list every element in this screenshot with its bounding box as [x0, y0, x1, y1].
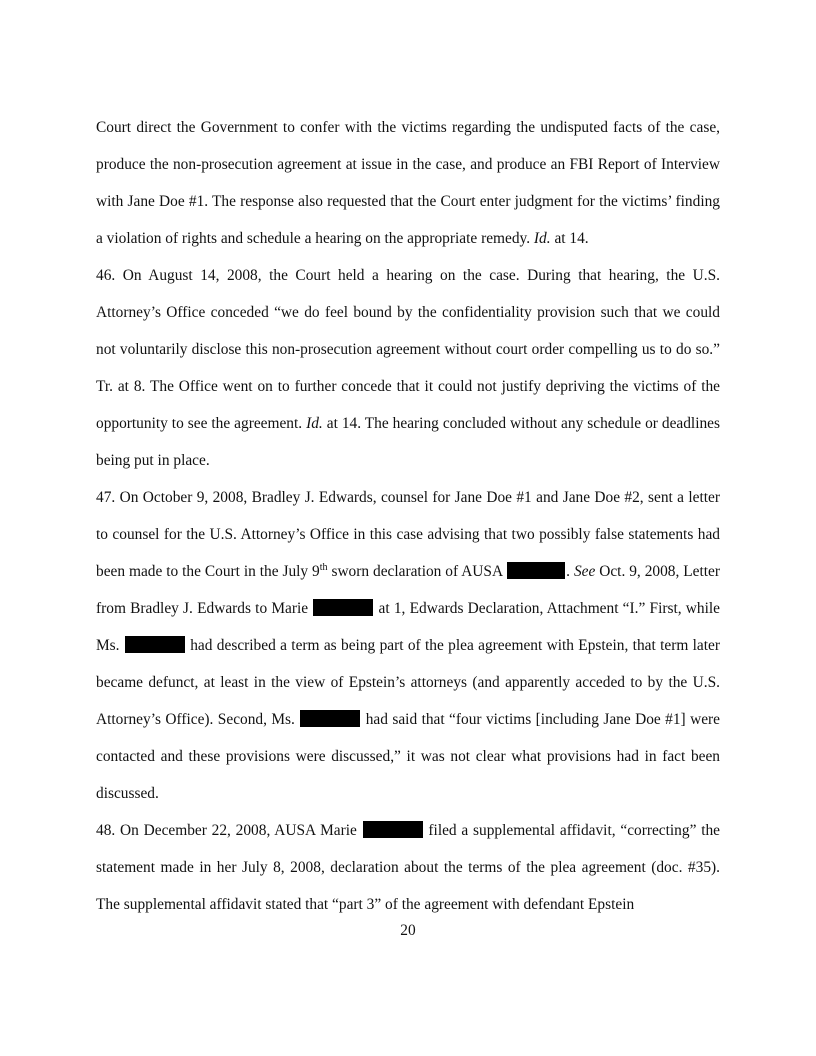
citation-page: at 14.	[550, 230, 589, 247]
paragraph-text: at 14. The hearing concluded without any schedule or deadlines being put in place.	[96, 415, 721, 469]
paragraph-text: Oct. 9, 2008, Letter from Bradley J. Edwards to Marie	[96, 563, 720, 617]
paragraph-text: sworn declaration of AUSA	[327, 563, 507, 580]
redaction-block	[300, 710, 360, 727]
paragraph-text: had said that “four victims [including Jane Doe #1] were contacted and these provisions were discussed,” it was not clear what provisions had in fact been discussed.	[96, 711, 720, 802]
citation-signal: See	[573, 563, 596, 580]
paragraph-48	[96, 812, 720, 923]
paragraph-text: 46. On August 14, 2008, the Court held a hearing on the case. During that hearing, the U.S. Attorney’s Office conceded “we do feel bound by the confidentiality provision such that we could not voluntarily disclose this non-prosecution agreement without court order compelling us to do so.” Tr. at 8. The Office went on to further concede that it could not justify depriving the victims of the opportunity to see the agreement.	[96, 267, 720, 432]
paragraph-continued	[96, 109, 720, 257]
paragraph-text: had described a term as being part of the plea agreement with Epstein, that term later became defunct, at least in the view of Epstein’s attorneys (and apparently acceded to by the U.S. Attorney’s Office). Second, Ms.	[96, 637, 720, 728]
paragraph-text: 47. On October 9, 2008, Bradley J. Edwards, counsel for Jane Doe #1 and Jane Doe #2, sent a letter to counsel for the U.S. Attorney’s Office in this case advising that two possibly false statements had been made to the Court in the July 9	[96, 489, 720, 580]
redaction-block	[363, 821, 423, 838]
page-number: 20	[400, 922, 416, 939]
document-body	[96, 109, 720, 923]
paragraph-text: 48. On December 22, 2008, AUSA Marie	[96, 822, 362, 839]
redaction-block	[507, 562, 565, 579]
redaction-block	[313, 599, 373, 616]
redaction-block	[125, 636, 185, 653]
citation-id: Id.	[306, 415, 323, 432]
paragraph-text: at 1, Edwards Declaration, Attachment “I.” First, while Ms.	[96, 600, 721, 654]
paragraph-text: filed a supplemental affidavit, “correcting” the statement made in her July 8, 2008, declaration about the terms of the plea agreement (doc. #35). The supplemental affidavit stated that “part 3” of the agreement with defendant Epstein	[96, 822, 720, 913]
paragraph-46	[96, 257, 720, 479]
paragraph-text: Court direct the Government to confer with the victims regarding the undisputed facts of the case, produce the non-prosecution agreement at issue in the case, and produce an FBI Report of Interview with Jane Doe #1. The response also requested that the Court enter judgment for the victims’ finding a violation of rights and schedule a hearing on the appropriate remedy.	[96, 119, 720, 247]
paragraph-47	[96, 479, 720, 812]
citation-id: Id.	[533, 230, 551, 247]
superscript-ordinal: th	[319, 561, 328, 573]
paragraph-text: .	[566, 563, 574, 580]
